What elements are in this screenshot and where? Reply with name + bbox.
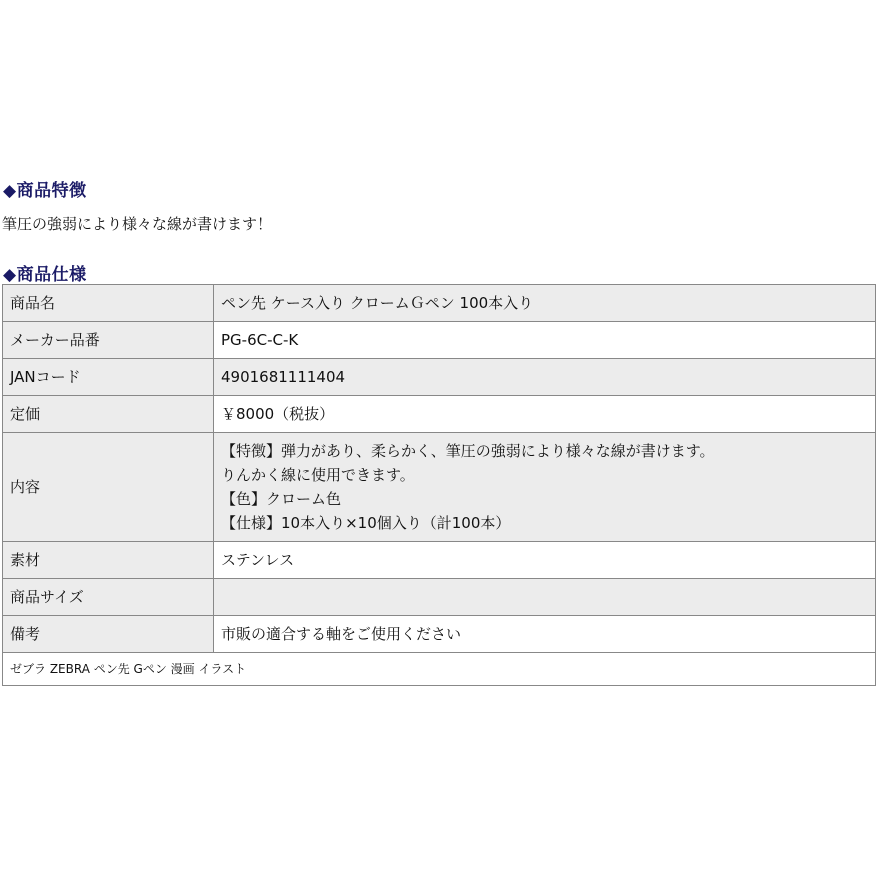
spec-value: ペン先 ケース入り クロームＧペン 100本入り <box>214 285 876 322</box>
spec-row-material <box>3 542 876 579</box>
spec-table <box>2 284 876 686</box>
contents-line: 【仕様】10本入り×10個入り（計100本） <box>221 514 511 532</box>
keywords-footer: ゼブラ ZEBRA ペン先 Gペン 漫画 イラスト <box>3 653 876 686</box>
features-text: 筆圧の強弱により様々な線が書けます！ <box>2 215 273 233</box>
spec-row-contents <box>3 433 876 542</box>
spec-value: 市販の適合する軸をご使用ください <box>214 616 876 653</box>
spec-label: 定価 <box>3 396 214 433</box>
spec-label: 内容 <box>3 433 214 542</box>
features-heading: ◆商品特徴 <box>3 181 87 201</box>
spec-label: 素材 <box>3 542 214 579</box>
spec-value: ￥8000（税抜） <box>214 396 876 433</box>
spec-value <box>214 433 876 542</box>
contents-line: 【特徴】弾力があり、柔らかく、筆圧の強弱により様々な線が書けます。 <box>221 442 715 460</box>
spec-label: 備考 <box>3 616 214 653</box>
spec-row-product-name <box>3 285 876 322</box>
spec-row-price <box>3 396 876 433</box>
spec-heading: ◆商品仕様 <box>3 265 87 285</box>
spec-label: 商品名 <box>3 285 214 322</box>
contents-line: 【色】クローム色 <box>221 490 342 508</box>
contents-line: りんかく線に使用できます。 <box>221 466 415 484</box>
spec-label: 商品サイズ <box>3 579 214 616</box>
spec-row-footer <box>3 653 876 686</box>
spec-label: JANコード <box>3 359 214 396</box>
spec-row-notes <box>3 616 876 653</box>
spec-value: PG-6C-C-K <box>214 322 876 359</box>
spec-label: メーカー品番 <box>3 322 214 359</box>
spec-value: ステンレス <box>214 542 876 579</box>
spec-row-jan-code <box>3 359 876 396</box>
spec-row-size <box>3 579 876 616</box>
spec-value: 4901681111404 <box>214 359 876 396</box>
spec-value <box>214 579 876 616</box>
spec-row-maker-number <box>3 322 876 359</box>
